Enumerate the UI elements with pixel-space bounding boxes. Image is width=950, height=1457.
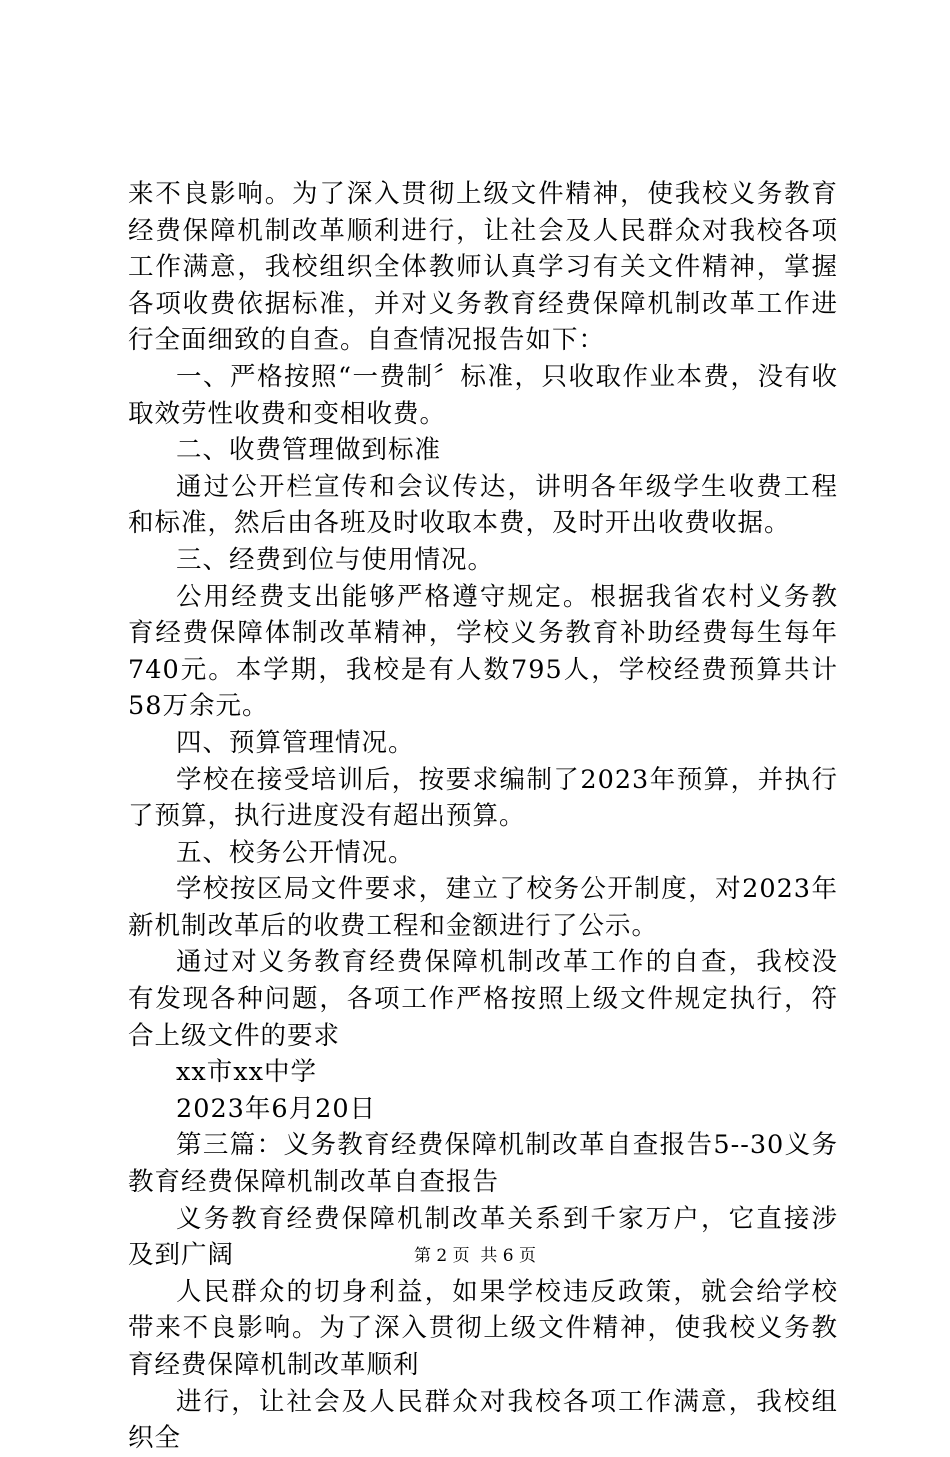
paragraph-5: 三、经费到位与使用情况。	[176, 544, 495, 575]
paragraph-3: 二、收费管理做到标准	[176, 435, 442, 466]
paragraph-8: 学校在接受培训后，按要求编制了2023年预算，并执行了预算，执行进度没有超出预算。	[128, 764, 838, 832]
paragraph-2: 一、严格按照“一费制〞标准，只收取作业本费，没有收取效劳性收费和变相收费。	[128, 361, 838, 429]
paragraph-11: 通过对义务教育经费保障机制改革工作的自查，我校没有发现各种问题，各项工作严格按照上级文件规定执行，符合上级文件的要求	[128, 947, 838, 1051]
paragraph-4: 通过公开栏宣传和会议传达，讲明各年级学生收费工程和标准，然后由各班及时收取本费，及时开出收费收据。	[128, 471, 838, 539]
paragraph-10: 学校按区局文件要求，建立了校务公开制度，对2023年新机制改革后的收费工程和金额进行了公示。	[128, 874, 838, 941]
paragraph-9: 五、校务公开情况。	[176, 837, 415, 868]
signature-school: xx市xx中学	[176, 1057, 318, 1088]
paragraph-16: 人民群众的切身利益，如果学校违反政策，就会给学校带来不良影响。为了深入贯彻上级文件精神，使我校义务教育经费保障机制改革顺利	[128, 1276, 838, 1380]
page-number-footer: 第 2 页 共 6 页	[413, 1246, 537, 1266]
paragraph-1: 来不良影响。为了深入贯彻上级文件精神，使我校义务教育经费保障机制改革顺利进行，让社会及人民群众对我校各项工作满意，我校组织全体教师认真学习有关文件精神，掌握各项收费依据标准，并对义务教育经费保障机制改革工作进行全面细致的自查。自查情况报告如下：	[128, 179, 838, 356]
paragraph-7: 四、预算管理情况。	[176, 727, 415, 758]
paragraph-6: 公用经费支出能够严格遵守规定。根据我省农村义务教育经费保障体制改革精神，学校义务教育补助经费每生每年740元。本学期，我校是有人数795人，学校经费预算共计58万余元。	[128, 581, 838, 722]
paragraph-15: 义务教育经费保障机制改革关系到千家万户，它直接涉及到广阔	[128, 1203, 838, 1271]
signature-date: 2023年6月20日	[176, 1093, 377, 1124]
paragraph-17: 进行，让社会及人民群众对我校各项工作满意，我校组织全	[128, 1386, 838, 1454]
section-heading: 第三篇：义务教育经费保障机制改革自查报告5--30义务教育经费保障机制改革自查报告	[128, 1130, 838, 1198]
